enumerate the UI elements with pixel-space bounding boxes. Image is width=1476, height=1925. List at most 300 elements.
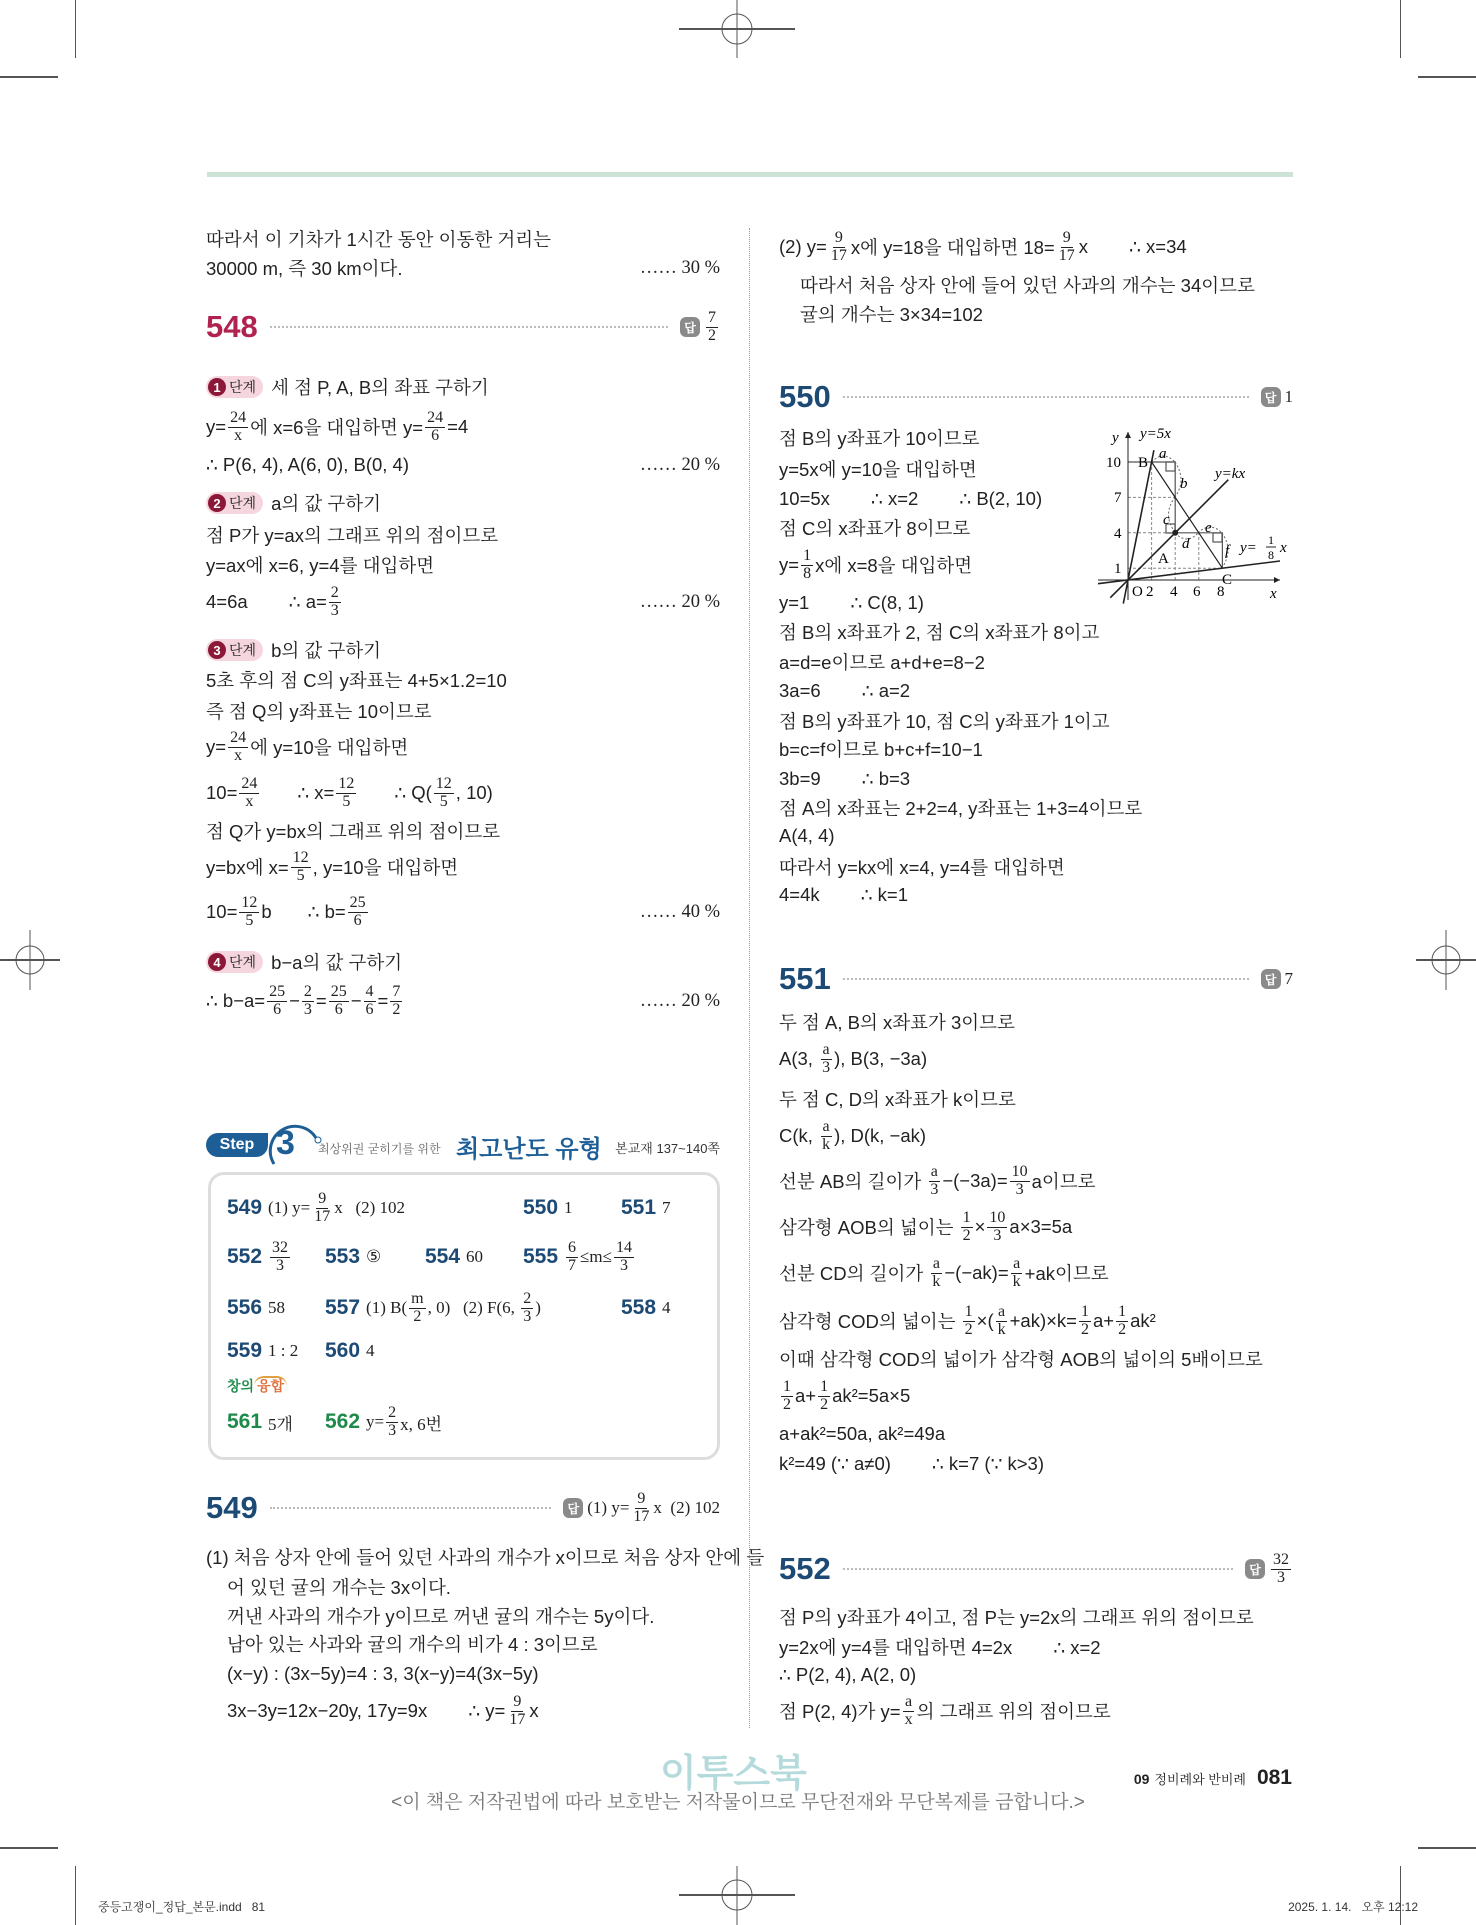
step-badge [206,492,263,514]
text-segment: x ∴ x=34 [1078,236,1187,257]
score-percent: …… 20 % [639,990,720,1011]
text-segment: b=c=f이므로 b+c+f=10−1 [779,739,983,760]
fraction [963,1304,975,1339]
text-segment: ∴ Q( [358,782,432,803]
answer-item [325,1289,541,1325]
text-line [206,489,720,517]
problem-number: 556 [227,1296,263,1319]
numerator: a [998,1302,1006,1320]
text-segment: 꺼낸 사과의 개수가 y이므로 꺼낸 귤의 개수는 5y이다. [227,1606,655,1627]
denominator: 6 [431,426,440,444]
dotted-leader [843,396,1249,398]
text-segment: 삼각형 COD의 넓이는 [779,1311,961,1332]
fraction [386,1405,398,1440]
text-line [779,648,985,676]
text-segment: y=bx에 x= [206,857,289,878]
fraction [239,895,259,930]
fraction [820,1042,832,1077]
y-tick: 7 [1114,490,1122,506]
text-segment: 의 그래프 위의 점이므로 [916,1701,1111,1722]
denominator: 3 [303,1000,312,1018]
fraction [348,895,368,930]
text-segment: × [974,1216,986,1237]
problem-number: 550 [779,379,831,414]
score-percent: …… 20 % [639,591,720,612]
text-segment: 3a=6 ∴ a=2 [779,680,911,701]
segment-label: b [1180,476,1188,492]
fraction [291,850,311,885]
denominator: 6 [273,1000,282,1018]
text-line [779,1450,1044,1478]
text-segment: − [289,990,300,1011]
numerator: 4 [365,982,374,1000]
text-segment: A(3, [779,1048,819,1069]
fraction [267,984,287,1019]
numerator: 1 [964,1302,973,1320]
text-segment: 7 [1284,969,1293,988]
registration-mark-icon [677,0,797,60]
step-title: 최고난도 유형 [456,1136,602,1163]
numerator: a [932,1254,940,1272]
text-line [779,1008,1015,1036]
fraction [1271,1552,1291,1587]
text-segment: 점 P가 y=ax의 그래프 위의 점이므로 [206,525,499,546]
fraction [1116,1304,1128,1339]
text-segment: 60 [466,1247,484,1266]
numerator: 2 [388,1403,397,1421]
denominator: 17 [830,246,847,264]
answer-item [621,1193,671,1223]
text-segment: (1) 처음 상자 안에 들어 있던 사과의 개수가 x이므로 처음 상자 안에 들 [206,1547,765,1568]
denominator: 2 [413,1307,422,1325]
text-line [779,424,980,452]
numerator: 9 [834,228,843,246]
numerator: a [905,1692,913,1710]
problem-number: 560 [325,1339,361,1362]
denominator: 5 [245,911,254,929]
x-tick: 6 [1193,584,1201,600]
text-line [206,697,720,725]
step-number-icon: 2 [208,494,226,512]
text-segment: 에 y=10을 대입하면 [250,737,409,758]
text-segment: (2) y= [779,236,827,257]
text-line [206,728,720,764]
problem-number: 552 [227,1245,263,1268]
text-segment: 점 P(2, 4)가 y= [779,1701,901,1722]
y-tick: 4 [1114,526,1122,542]
crop-mark [1400,1866,1401,1925]
step-number: 3 [276,1124,295,1162]
numerator: 24 [241,774,258,792]
text-segment: , 10) [455,782,493,803]
text-line [206,666,720,694]
problem-number: 549 [227,1196,263,1219]
text-line [779,1345,1263,1373]
fraction [329,984,349,1019]
fraction [434,776,454,811]
text-segment: −(−3a)= [942,1170,1008,1191]
text-line [206,774,720,810]
numerator: a [822,1117,830,1135]
numerator: 9 [1062,228,1071,246]
numerator: 32 [272,1238,289,1256]
crop-mark [1400,0,1401,58]
fraction [425,410,445,445]
denominator: 3 [993,1226,1002,1244]
text-segment: y= [779,554,800,575]
text-segment: 1 [1284,387,1293,406]
text-segment: x [529,1700,539,1721]
numerator: 1 [820,1377,829,1395]
numerator: 12 [435,774,452,792]
text-segment: 세 점 P, A, B의 좌표 구하기 [271,377,489,398]
problem-number: 561 [227,1410,263,1433]
problem-header-551 [779,959,1293,999]
fraction [409,1291,425,1326]
problem-number: 555 [523,1245,559,1268]
fraction [228,410,248,445]
denominator: 2 [1118,1320,1127,1338]
answer-icon: 답 [1245,1559,1265,1579]
step-badge [206,376,263,398]
text-segment: a의 값 구하기 [271,493,381,514]
origin-label: O [1132,584,1143,600]
fraction [614,1240,634,1275]
crop-mark [1418,76,1476,78]
fraction [312,1191,332,1226]
step-number-icon: 3 [208,641,226,659]
step-label: 단계 [229,495,257,511]
creative-label: 창의 [227,1378,255,1394]
score-percent: …… 20 % [639,454,720,475]
fraction [566,1240,578,1275]
text-segment: , y=10을 대입하면 [312,857,459,878]
problem-number: 562 [325,1410,361,1433]
text-line [206,408,720,444]
problem-number: 553 [325,1245,361,1268]
point-label-c: C [1222,572,1233,588]
numerator: a [1013,1254,1021,1272]
dotted-leader [843,978,1249,980]
numerator: 10 [989,1208,1006,1226]
step-number-icon: 4 [208,953,226,971]
crop-mark [75,0,76,58]
text-line [206,848,720,884]
denominator: k [1012,1272,1021,1290]
text-line [206,636,720,664]
crop-mark [75,1866,76,1925]
text-segment: 3x−3y=12x−20y, 17y=9x ∴ y= [227,1700,506,1721]
text-line [206,893,720,929]
numerator: 9 [637,1489,646,1507]
text-segment: ) [535,1298,541,1317]
text-segment: 점 B의 y좌표가 10, 점 C의 y좌표가 1이고 [779,711,1110,732]
segment-label: d [1182,536,1190,552]
denominator: k [932,1272,941,1290]
text-segment: y= [366,1412,385,1431]
problem-number: 558 [621,1296,657,1319]
text-segment: y= [206,736,227,757]
text-segment: − [350,990,362,1011]
fraction [801,548,813,583]
text-segment: 1 [564,1198,573,1217]
registration-mark-icon [0,930,60,990]
answer-item [227,1336,298,1366]
denominator: 3 [822,1058,831,1076]
text-line [206,551,720,579]
text-segment: 남아 있는 사과와 귤의 개수의 비가 4 : 3이므로 [227,1634,598,1655]
answer-value [1285,387,1294,407]
text-segment: (1) y= [268,1198,311,1217]
text-segment: 4=6a ∴ a= [206,591,327,612]
text-line [206,982,720,1018]
creative-fusion-label [227,1376,287,1396]
text-line [779,1377,911,1413]
denominator: 3 [930,1180,939,1198]
numerator: 10 [1011,1162,1028,1180]
numerator: 25 [330,982,347,1000]
numerator: 7 [392,982,401,1000]
numerator: 12 [241,893,258,911]
text-line [206,373,720,401]
text-line [779,677,910,705]
x-axis-label: x [1270,586,1277,602]
text-line [206,583,720,619]
text-segment: 58 [268,1298,286,1317]
point-label-a: A [1158,551,1169,567]
text-segment: 4=4k ∴ k=1 [779,884,909,905]
text-segment: 점 P의 y좌표가 4이고, 점 P는 y=2x의 그래프 위의 점이므로 [779,1607,1254,1628]
text-segment: ∴ b−a= [206,990,266,1011]
text-line [800,300,1293,328]
problem-header-548 [206,307,720,347]
denominator: 7 [568,1256,577,1274]
fraction [903,1694,915,1729]
denominator: 6 [365,1000,374,1018]
denominator: 2 [1080,1320,1089,1338]
text-line [779,1085,1016,1113]
slug-file: 중등고쟁이_정답_본문.indd 81 [98,1900,266,1914]
page-number: 081 [1256,1766,1292,1789]
step-arc-icon [266,1120,326,1170]
fraction [930,1256,942,1291]
text-segment: 즉 점 Q의 y좌표는 10이므로 [206,701,432,722]
text-segment: k²=49 (∵ a≠0) ∴ k=7 (∵ k>3) [779,1453,1044,1474]
problem-number: 559 [227,1339,263,1362]
fraction [1079,1304,1091,1339]
step-badge [206,639,263,661]
denominator: 3 [1015,1180,1024,1198]
answer-item [325,1242,381,1272]
text-segment: 4 [662,1298,671,1317]
numerator: a [930,1162,938,1180]
fraction [239,776,259,811]
text-segment: 선분 CD의 길이가 [779,1263,929,1284]
text-line [779,765,910,793]
text-line [779,735,983,763]
score-percent: …… 30 % [639,257,720,278]
text-line [206,451,720,479]
dotted-leader [270,1507,552,1509]
fraction [820,1119,832,1154]
problem-number: 548 [206,309,258,344]
text-line [206,254,720,282]
text-line [227,1602,720,1630]
text-segment: x에 x=8을 대입하면 [815,555,973,576]
numerator: 6 [568,1238,577,1256]
denominator: 6 [334,1000,343,1018]
text-segment: 삼각형 AOB의 넓이는 [779,1217,959,1238]
text-segment: A(4, 4) [779,825,835,846]
text-segment: , 0) (2) F(6, [427,1298,520,1317]
y-tick: 1 [1114,561,1122,577]
text-segment: 5개 [268,1414,293,1434]
denominator: 3 [276,1256,285,1274]
answer-item [425,1242,483,1272]
segment-label: f [1225,543,1230,559]
text-line [779,1162,1096,1198]
text-line [779,1117,927,1153]
numerator: 1 [783,1377,791,1395]
text-segment: = [377,990,389,1011]
numerator: 7 [708,308,716,326]
numerator: 12 [338,774,355,792]
problem-header-550 [779,377,1293,417]
answer-icon: 답 [563,1498,583,1518]
numerator: 9 [318,1189,327,1207]
numerator: 24 [230,728,247,746]
text-segment: 선분 AB의 길이가 [779,1171,927,1192]
text-line [779,853,1065,881]
numerator: 12 [292,848,309,866]
step-badge [206,951,263,973]
text-segment: y= [206,416,227,437]
fraction [781,1379,793,1414]
numerator: 2 [523,1289,532,1307]
numerator: 24 [230,408,247,426]
y-axis-label: y [1112,430,1119,446]
fraction [336,776,356,811]
point-label-b: B [1138,455,1149,471]
problem-number: 552 [779,1551,831,1586]
text-segment: (1) y= [587,1498,630,1517]
text-segment: a+ak²=50a, ak²=49a [779,1423,946,1444]
line-label: y=5x [1140,426,1171,442]
answer-item [227,1238,292,1274]
text-line [779,1692,1111,1728]
numerator: 14 [615,1238,632,1256]
text-segment: 점 B의 y좌표가 10이므로 [779,428,980,449]
fraction [996,1304,1008,1339]
text-segment: a+ [1092,1310,1115,1331]
numerator: 25 [349,893,366,911]
text-segment: ∴ P(2, 4), A(2, 0) [779,1664,917,1685]
text-segment: b의 값 구하기 [271,640,381,661]
text-segment: 귤의 개수는 3×34=102 [800,304,983,325]
text-line [779,1040,928,1076]
answer-value [1285,969,1294,989]
text-segment: y=5x에 y=10을 대입하면 [779,459,977,480]
denominator: 2 [392,1000,401,1018]
step-subtitle: 최상위권 굳히기를 위한 [318,1142,441,1156]
segment-label: c [1163,512,1170,528]
fraction [521,1291,533,1326]
denominator: 6 [353,911,362,929]
fraction [961,1210,973,1245]
crop-mark [1418,1847,1476,1849]
text-segment: y=1 ∴ C(8, 1) [779,592,924,613]
denominator: x [245,792,254,810]
problem-number: 550 [523,1196,559,1219]
text-segment: +ak)×k= [1009,1310,1077,1331]
answer-item [325,1403,443,1439]
text-segment: =4 [447,416,469,437]
text-segment: ), B(3, −3a) [834,1048,928,1069]
text-segment: ∴ P(6, 4), A(6, 0), B(0, 4) [206,454,410,475]
step-number-icon: 1 [208,378,226,396]
numerator: 25 [269,982,286,1000]
denominator: 2 [962,1226,971,1244]
text-segment: 에 x=6을 대입하면 y= [250,417,424,438]
x-tick: 2 [1146,584,1154,600]
text-line [206,521,720,549]
text-segment: 두 점 A, B의 x좌표가 3이므로 [779,1012,1015,1033]
text-segment: 10= [206,901,238,922]
fraction [1010,1164,1030,1199]
text-segment: 이때 삼각형 COD의 넓이가 삼각형 AOB의 넓이의 5배이므로 [779,1349,1263,1370]
text-line [779,707,1110,735]
answer-value [1269,1552,1293,1587]
text-segment: a+ [795,1385,817,1406]
answer-item [523,1193,573,1223]
text-segment: 두 점 C, D의 x좌표가 k이므로 [779,1089,1016,1110]
text-segment: ⑤ [366,1247,382,1266]
denominator: 2 [964,1320,973,1338]
text-line [779,546,973,582]
denominator: 8 [803,564,812,582]
denominator: 5 [439,792,448,810]
text-segment: b ∴ b= [261,901,346,922]
textbook-reference: 본교재 137~140쪽 [615,1141,720,1156]
text-segment: (x−y) : (3x−5y)=4 : 3, 3(x−y)=4(3x−5y) [227,1663,539,1684]
graph-550 [1090,420,1315,610]
denominator: 17 [314,1207,331,1225]
problem-number: 549 [206,1490,258,1525]
fraction [507,1694,527,1729]
fraction [1057,230,1077,265]
fraction [631,1491,651,1526]
answer-item [621,1293,671,1323]
fraction [1011,1256,1023,1291]
text-line [779,1302,1156,1338]
answer-value [587,1491,720,1526]
text-line [779,794,1142,822]
text-line [206,225,720,253]
problem-number: 557 [325,1296,361,1319]
text-segment: a=d=e이므로 a+d+e=8−2 [779,652,985,673]
fraction [829,230,849,265]
text-segment: 어 있던 귤의 개수는 3x이다. [227,1577,451,1598]
segment-label: a [1159,446,1167,462]
text-segment: x, 6번 [400,1414,443,1434]
answer-icon: 답 [680,317,700,337]
fraction [706,310,718,345]
numerator: 24 [427,408,444,426]
line-label: 1 [1268,533,1274,547]
text-line [779,1254,1109,1290]
fusion-label: 융합 [254,1376,287,1394]
x-tick: 4 [1170,584,1178,600]
